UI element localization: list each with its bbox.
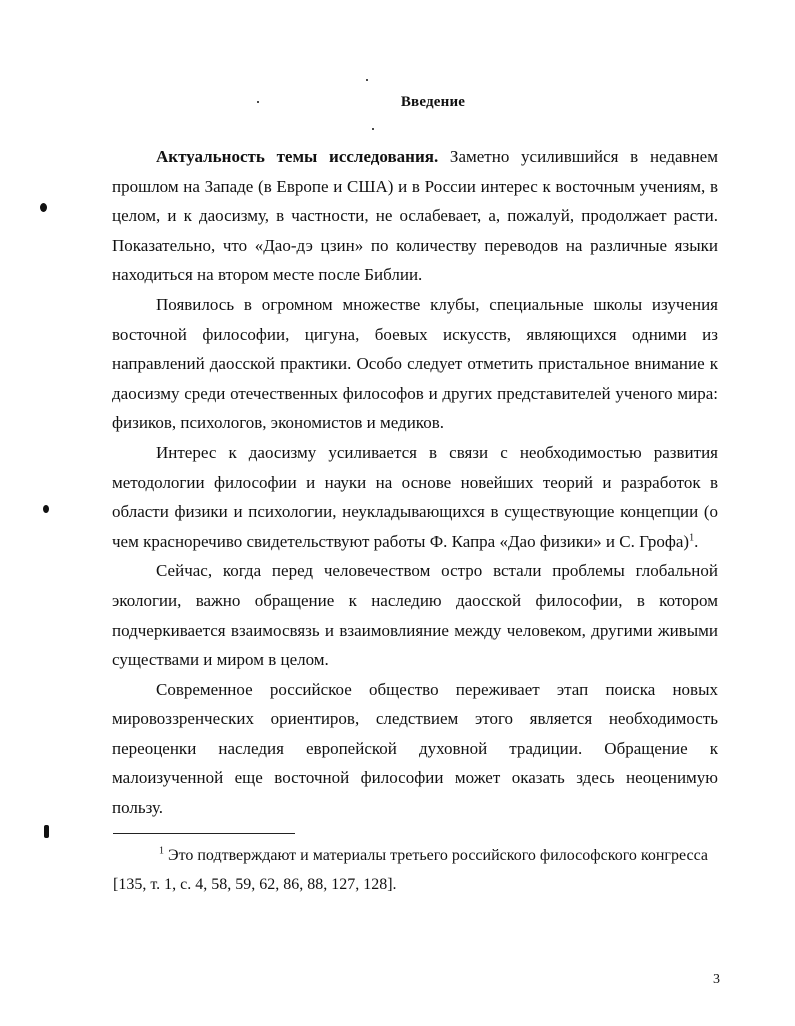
footnote <box>113 841 718 899</box>
paragraph-text-end: . <box>694 531 699 551</box>
scan-speck <box>366 79 368 81</box>
paragraph-clubs: Появилось в огромном множестве клубы, специальные школы изучения восточной философии, цигуна, боевых искусств, являющихся одними из направлений даосской практики. Особо следует отметить пристальное внимание к даосизму среди отечественных философов и других представителей ученого мира: физиков, психологов, экономистов и медиков. <box>112 294 718 433</box>
body-text <box>112 142 718 823</box>
footnote-marker: 1 <box>159 845 164 857</box>
scan-speck <box>40 203 47 212</box>
page-title: Введение <box>400 94 466 111</box>
page-number: 3 <box>713 972 720 987</box>
scan-speck <box>44 825 49 838</box>
scan-speck <box>43 505 49 513</box>
paragraph-ecology: Сейчас, когда перед человечеством остро встали проблемы глобальной экологии, важно обращение к наследию даосской философии, в котором подчеркивается взаимосвязь и взаимовлияние между человеком, другими живыми существами и миром в целом. <box>112 561 718 670</box>
scan-speck <box>372 128 374 130</box>
footnote-divider <box>113 833 295 834</box>
paragraph-relevance <box>112 142 718 290</box>
paragraph-society: Современное российское общество переживает этап поиска новых мировоззренческих ориентиров, следствием этого является необходимость переоценки наследия европейской духовной традиции. Обращение к малоизученной еще восточной философии может оказать здесь неоценимую пользу. <box>112 679 718 818</box>
footnote-text <box>113 841 718 899</box>
paragraph-text: Заметно усилившийся в недавнем прошлом на Западе (в Европе и США) и в России интерес к восточным учениям, в целом, и к даосизму, в частности, не ослабевает, а, пожалуй, продолжает расти. Показательно, что «Дао-дэ цзин» по количеству переводов на различные языки находиться на втором месте после Библии. <box>112 147 718 285</box>
paragraph-lead: Актуальность темы исследования. <box>156 147 439 166</box>
paragraph-methodology <box>112 438 718 556</box>
footnote-body: Это подтверждают и материалы третьего российского философского конгресса [135, т. 1, с. 4, 58, 59, 62, 86, 88, 127, 128]. <box>113 847 708 893</box>
paragraph-text: Интерес к даосизму усиливается в связи с необходимостью развития методологии философии и науки на основе новейших теорий и разработок в области физики и психологии, неукладывающихся в существующие концепции (о чем красноречиво свидетельствуют работы Ф. Капра «Дао физики» и С. Грофа) <box>112 442 718 551</box>
footnote-reference[interactable]: 1 <box>689 532 695 544</box>
